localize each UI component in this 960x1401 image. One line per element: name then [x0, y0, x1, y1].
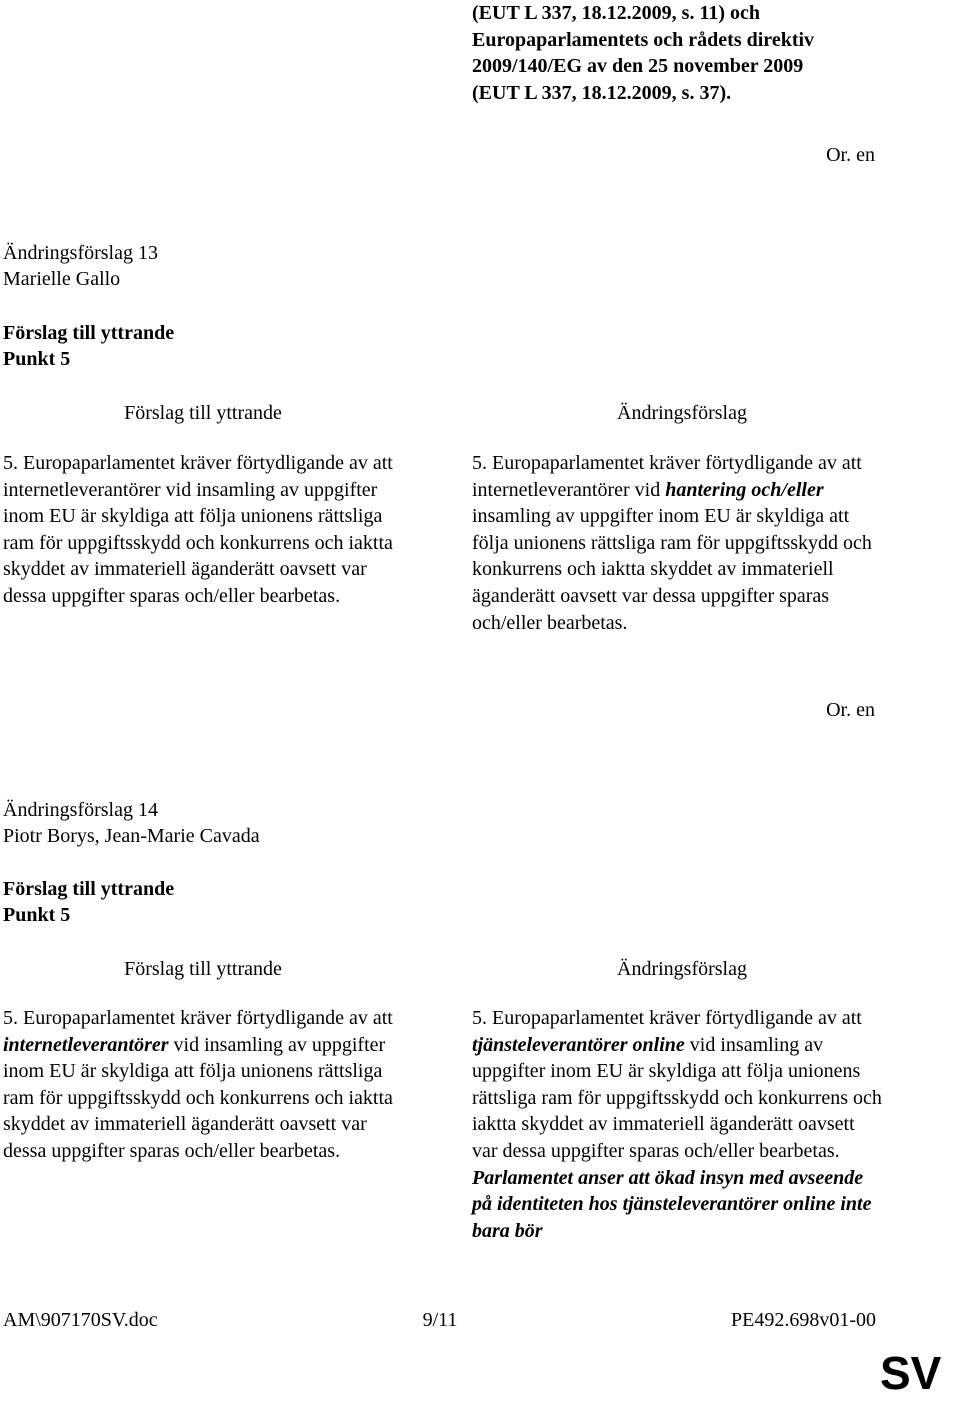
footer-document-reference: AM\907170SV.doc — [3, 1309, 158, 1331]
proposal-label: Förslag till yttrande — [3, 322, 175, 344]
reference-line: (EUT L 337, 18.12.2009, s. 37). — [472, 81, 732, 104]
amendment-heading: Ändringsförslag 13 — [3, 242, 158, 264]
right-column-title: Ändringsförslag — [617, 958, 747, 980]
top-reference — [472, 0, 942, 106]
inserted-text: Parlamentet anser att ökad insyn med avseende på identiteten hos tjänsteleverantörer online inte bara bör — [472, 1166, 872, 1242]
text-segment: vid insamling av uppgifter inom EU är skyldiga att följa unionens rättsliga ram för uppgiftsskydd och konkurrens och iaktta skyddet av immateriell äganderätt oavsett var dessa uppgifter sparas och/eller bearbetas. — [3, 1033, 393, 1162]
point-label: Punkt 5 — [3, 904, 71, 926]
text-segment: vid insamling av uppgifter inom EU är skyldiga att följa unionens rättsliga ram för uppgiftsskydd och konkurrens och iaktta skyddet av immateriell äganderätt oavsett var dessa uppgifter sparas och/eller bearbetas. — [472, 1033, 882, 1162]
inserted-text: hantering och/eller — [665, 478, 824, 501]
reference-line: Europaparlamentets och rådets direktiv — [472, 28, 815, 51]
amendment-heading: Ändringsförslag 14 — [3, 799, 158, 821]
text-segment: 5. Europaparlamentet kräver förtydligande av att internetleverantörer vid — [472, 452, 862, 501]
footer-language-code: SV — [880, 1347, 942, 1399]
text-segment: insamling av uppgifter inom EU är skyldiga att följa unionens rättsliga ram för uppgiftsskydd och konkurrens och iaktta skyddet av immateriell äganderätt oavsett var dessa uppgifter sparas och/eller bearbetas. — [472, 505, 872, 634]
left-column-title: Förslag till yttrande — [124, 958, 282, 980]
footer-pe-reference: PE492.698v01-00 — [731, 1309, 876, 1331]
right-column-title: Ändringsförslag — [617, 402, 747, 424]
original-text: 5. Europaparlamentet kräver förtydligande av att internetleverantörer vid insamling av uppgifter inom EU är skyldiga att följa unionens rättsliga ram för uppgiftsskydd och konkurrens och iaktta skyddet av immateriell äganderätt oavsett var dessa uppgifter sparas och/eller bearbetas. — [3, 452, 393, 607]
amended-text — [472, 1005, 882, 1244]
deleted-text: internetleverantörer — [3, 1033, 169, 1056]
reference-line: 2009/140/EG av den 25 november 2009 — [472, 55, 804, 78]
footer-page-number: 9/11 — [422, 1309, 458, 1331]
amendment-author: Marielle Gallo — [3, 268, 121, 290]
original-language-note: Or. en — [826, 699, 875, 721]
proposal-label: Förslag till yttrande — [3, 878, 175, 900]
text-segment: 5. Europaparlamentet kräver förtydligande av att — [472, 1007, 862, 1029]
left-column-title: Förslag till yttrande — [124, 402, 282, 424]
inserted-text: tjänsteleverantörer online — [472, 1033, 685, 1056]
amended-text — [472, 450, 882, 636]
text-segment: 5. Europaparlamentet kräver förtydligande av att — [3, 1007, 393, 1029]
point-label: Punkt 5 — [3, 348, 71, 370]
amendment-author: Piotr Borys, Jean-Marie Cavada — [3, 825, 260, 847]
reference-line: (EUT L 337, 18.12.2009, s. 11) och — [472, 2, 760, 24]
original-language-note: Or. en — [826, 144, 875, 166]
original-text — [3, 1005, 408, 1165]
